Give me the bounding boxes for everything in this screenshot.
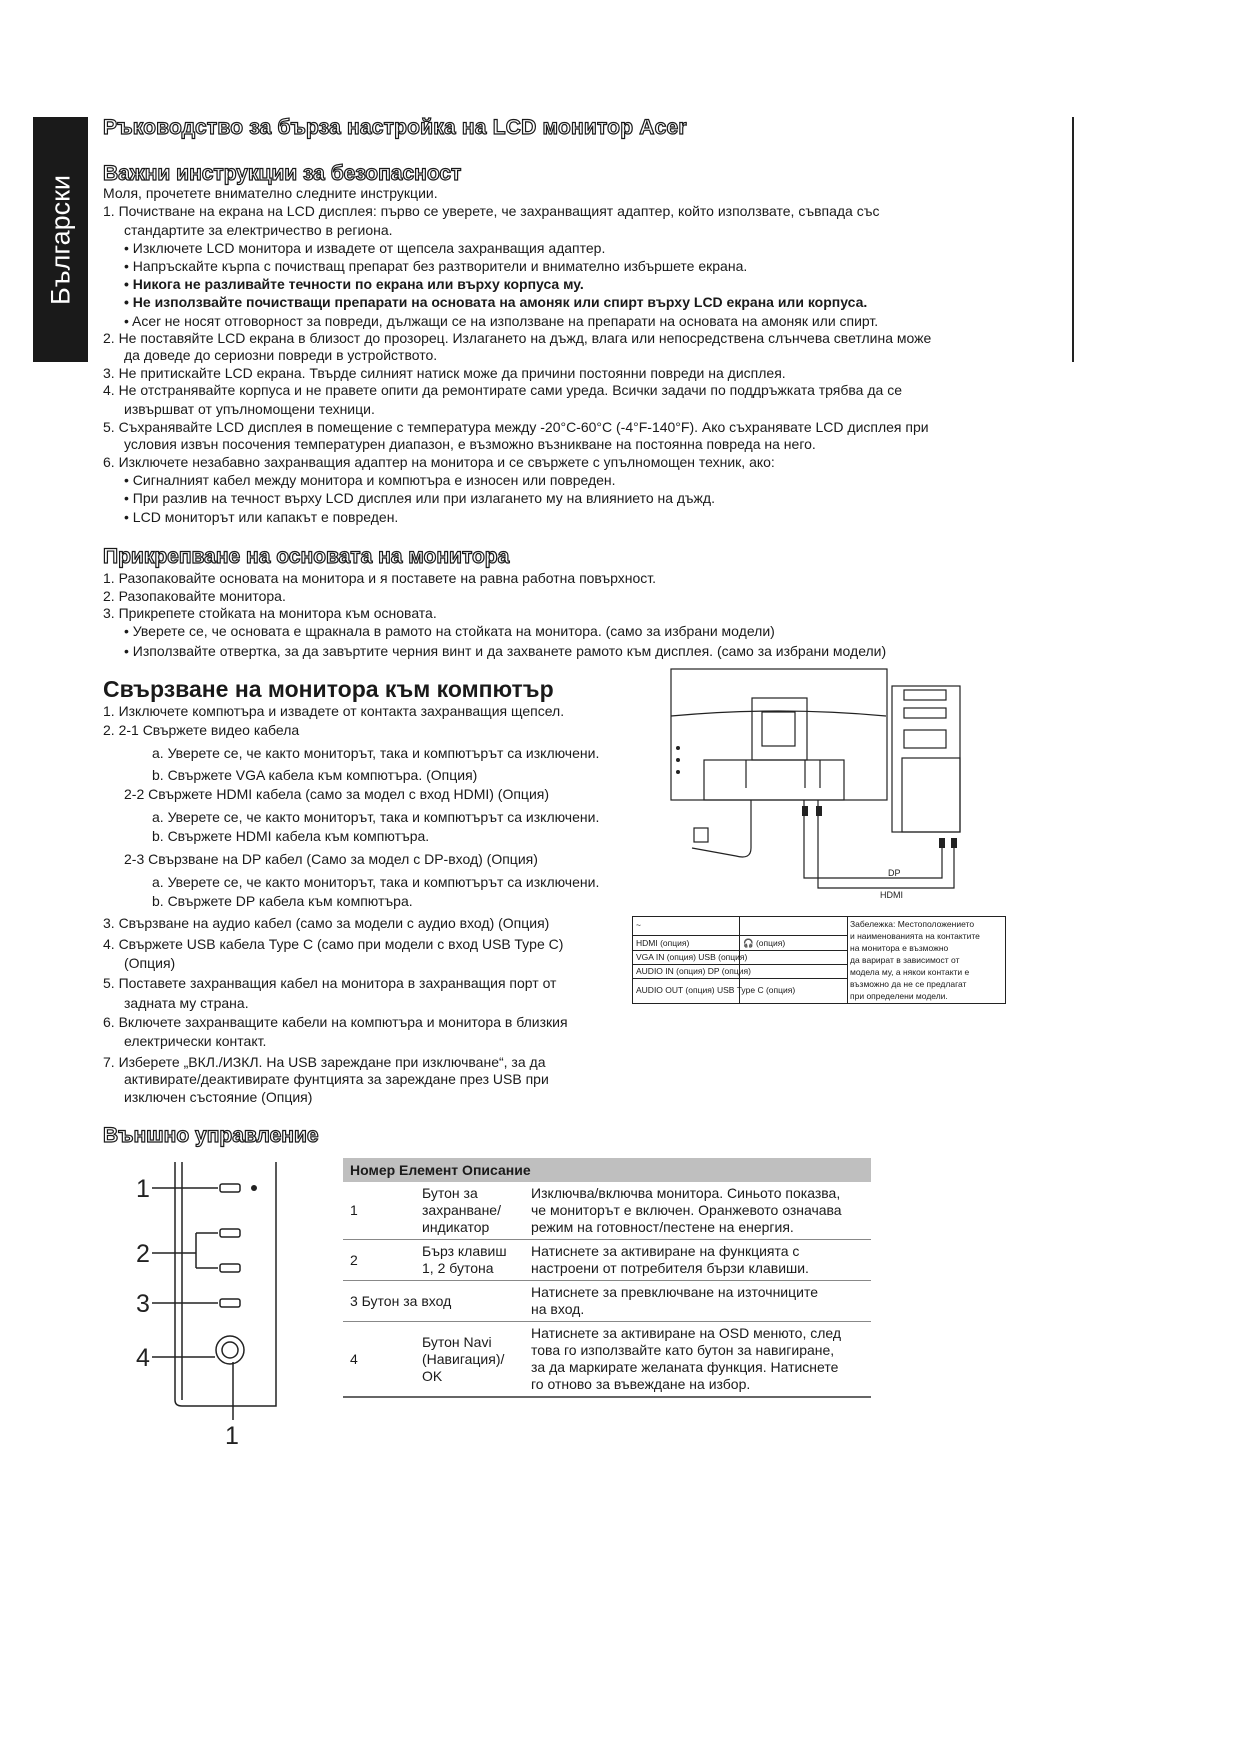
safety-line: Моля, прочетете внимателно следните инструкции. [103, 185, 438, 201]
callout-1-bottom: 1 [225, 1422, 239, 1450]
port-panel [704, 760, 844, 800]
element-line: захранване/ [422, 1202, 501, 1218]
base-line: • Използвайте отвертка, за да завъртите черния винт и да захванете рамото към дисплея. (само за избрани модели) [124, 643, 887, 659]
callout-2: 2 [136, 1240, 150, 1268]
base-line: 1. Разопаковайте основата на монитора и я поставете на равна работна повърхност. [103, 570, 657, 586]
row-description [524, 1240, 871, 1281]
port-cell: 🎧 (опция) [743, 938, 786, 948]
pc-side-panel [902, 758, 960, 832]
base-line: 3. Прикрепете стойката на монитора към основата. [103, 605, 437, 621]
navi-button-outer [216, 1336, 244, 1364]
safety-line: • При разлив на течност върху LCD дисплея или при излагането му на влиянието на дъжд. [124, 490, 715, 506]
port-note: възможно да не се предлагат [850, 979, 967, 989]
desc-line: го отново за въвеждане на избор. [531, 1376, 751, 1392]
base-line: 2. Разопаковайте монитора. [103, 588, 286, 604]
dp-cable [804, 800, 942, 878]
control-table-header: Номер Елемент Описание [343, 1158, 871, 1182]
port-cell: AUDIO IN (опция) DP (опция) [636, 966, 751, 976]
port-note: да варират в зависимост от [850, 955, 960, 965]
connect-heading: Свързване на монитора към компютър [103, 676, 554, 702]
row-number: 4 [343, 1322, 415, 1398]
base-line: • Уверете се, че основата е щракнала в рамото на стойката на монитора. (само за избрани модели) [124, 623, 775, 639]
connect-line: (Опция) [124, 955, 176, 971]
hdmi-cable [818, 800, 954, 888]
desc-line: за да маркирате желаната функция. Натиснете [531, 1359, 839, 1375]
row-number: 1 [343, 1182, 415, 1240]
safety-line: стандартите за електричество в региона. [124, 222, 393, 238]
language-tab-label: Български [45, 174, 75, 305]
indicator-dot [676, 770, 680, 774]
connect-line: b. Свържете VGA кабела към компютъра. (Опция) [152, 767, 478, 783]
language-tab [33, 117, 88, 362]
hotkey1-button-shape [220, 1229, 240, 1237]
navi-button-inner [222, 1342, 238, 1358]
port-note: модела му, а някои контакти е [850, 967, 970, 977]
row-element [415, 1240, 524, 1281]
connect-line: b. Свържете DP кабела към компютъра. [152, 893, 413, 909]
row-element [415, 1322, 524, 1398]
page-title: Ръководство за бърза настройка на LCD монитор Acer [103, 116, 687, 139]
hdmi-plug [816, 806, 822, 816]
connect-line: 5. Поставете захранващия кабел на монитора в захранващия порт от [103, 975, 557, 991]
connect-line: активирате/деактивирате фунтцията за зареждане през USB при [124, 1071, 549, 1087]
row-number: 2 [343, 1240, 415, 1281]
connect-line: електрически контакт. [124, 1033, 267, 1049]
connect-line: 6. Включете захранващите кабели на компютъра и монитора в близкия [103, 1014, 568, 1030]
safety-line: 5. Съхранявайте LCD дисплея в помещение с температура между -20°C-60°C (-4°F-140°F). Ако съхранявате LCD дисплея при [103, 419, 929, 435]
safety-line: • Acer не носят отговорност за повреди, дължащи се на използване на препарати на основата на амоняк или спирт. [124, 313, 879, 329]
connect-line: b. Свържете HDMI кабела към компютъра. [152, 828, 430, 844]
connect-line: 3. Свързване на аудио кабел (само за модели с аудио вход) (Опция) [103, 915, 550, 931]
connect-line: 7. Изберете „ВКЛ./ИЗКЛ. На USB зареждане при изключване“, за да [103, 1054, 546, 1070]
desc-line: на вход. [531, 1301, 585, 1317]
connect-line: 2-2 Свържете HDMI кабела (само за модел с вход HDMI) (Опция) [124, 786, 550, 802]
pc-bay-3 [904, 730, 946, 748]
control-buttons-diagram [130, 1160, 280, 1450]
desc-line: Изключва/включва монитора. Синьото показва, [531, 1185, 841, 1201]
external-heading: Външно управление [103, 1124, 319, 1147]
safety-line: • Не използвайте почистващи препарати на основата на амоняк или спирт върху LCD екрана или корпуса. [124, 294, 868, 310]
connect-line: 1. Изключете компютъра и извадете от контакта захранващия щепсел. [103, 703, 565, 719]
stand-arm [752, 698, 807, 760]
power-button-shape [220, 1184, 240, 1192]
safety-line: • Изключете LCD монитора и извадете от щепсела захранващия адаптер. [124, 240, 606, 256]
dp-pc-plug [939, 838, 945, 848]
connect-line: задната му страна. [124, 995, 249, 1011]
row-description [524, 1182, 871, 1240]
control-table-header-row [343, 1158, 871, 1182]
port-cell: HDMI (опция) [636, 938, 690, 948]
table-row [343, 1240, 871, 1281]
port-note: и наименованията на контактите [850, 931, 980, 941]
safety-line: • Напръскайте кърпа с почистващ препарат без разтворители и внимателно избършете екрана. [124, 258, 748, 274]
desc-line: Натиснете за активиране на функцията с [531, 1243, 800, 1259]
row-number: 3 Бутон за вход [343, 1281, 524, 1322]
dp-plug [802, 806, 808, 816]
safety-line: 6. Изключете незабавно захранващия адаптер на монитора и се свържете с упълномощен техник, ако: [103, 454, 775, 470]
connect-line: 2-3 Свързване на DP кабел (Само за модел с DP-вход) (Опция) [124, 851, 538, 867]
pc-bay-1 [904, 690, 946, 700]
connect-line: изключен състояние (Опция) [124, 1089, 313, 1105]
element-line: Бърз клавиш [422, 1243, 507, 1259]
control-table [343, 1158, 871, 1398]
desc-line: режим на готовност/пестене на енергия. [531, 1219, 794, 1235]
power-adapter [694, 828, 708, 842]
element-line: 1, 2 бутона [422, 1260, 494, 1276]
port-cell: VGA IN (опция) USB (опция) [636, 952, 748, 962]
table-row [343, 1281, 871, 1322]
port-note: Забележка: Местоположението [850, 919, 975, 929]
port-legend-table [632, 916, 1006, 1004]
connect-line: 2. 2-1 Свържете видео кабела [103, 722, 300, 738]
port-note: при определени модели. [850, 991, 948, 1001]
connect-line: a. Уверете се, че както мониторът, така и компютърът са изключени. [152, 874, 600, 890]
row-description [524, 1322, 871, 1398]
element-line: OK [422, 1367, 443, 1384]
safety-heading: Важни инструкции за безопасност [103, 162, 462, 185]
stand-mount [762, 712, 795, 746]
hdmi-label: HDMI [880, 890, 903, 900]
margin-rule [1072, 117, 1074, 362]
element-line: (Навигация)/ [422, 1350, 505, 1367]
table-row [343, 1182, 871, 1240]
element-line: индикатор [422, 1219, 490, 1235]
safety-line: условия извън посочения температурен диапазон, е възможно възникване на постоянна повреда на него. [124, 436, 816, 452]
row-description [524, 1281, 871, 1322]
bezel-outline [175, 1162, 276, 1406]
safety-line: • Никога не разливайте течности по екрана или върху корпуса му. [124, 276, 584, 292]
indicator-dot [676, 758, 680, 762]
safety-line: 1. Почистване на екрана на LCD дисплея: първо се уверете, че захранващият адаптер, който използвате, съвпада със [103, 203, 880, 219]
row-element [415, 1182, 524, 1240]
desc-line: Натиснете за активиране на OSD менюто, след [531, 1325, 842, 1341]
element-line: Бутон за [422, 1185, 478, 1201]
safety-line: 2. Не поставяйте LCD екрана в близост до прозорец. Излагането на дъжд, влага или непосредствена слънчева светлина може [103, 330, 932, 346]
desc-line: настроени от потребителя бързи клавиши. [531, 1260, 809, 1276]
power-led [251, 1185, 257, 1191]
hotkey2-button-shape [220, 1264, 240, 1272]
safety-line: • LCD мониторът или капакът е повреден. [124, 509, 399, 525]
table-row [343, 1322, 871, 1398]
callout-4: 4 [136, 1344, 150, 1372]
desc-line: Натиснете за превключване на източниците [531, 1284, 819, 1300]
pc-bay-2 [904, 708, 946, 718]
element-line: Бутон Navi [422, 1333, 492, 1350]
callout-3: 3 [136, 1290, 150, 1318]
callout-1: 1 [136, 1175, 150, 1203]
safety-line: 4. Не отстранявайте корпуса и не правете опити да ремонтирате сами уреда. Всички задачи по поддръжката трябва да се [103, 382, 902, 398]
desc-line: че мониторът е включен. Оранжевото означава [531, 1202, 842, 1218]
indicator-dot [676, 746, 680, 750]
leader-line-2 [152, 1233, 218, 1268]
connection-diagram [670, 668, 1000, 908]
connect-line: a. Уверете се, че както мониторът, така и компютърът са изключени. [152, 809, 600, 825]
desc-line: това го използвайте като бутон за навигиране, [531, 1342, 835, 1358]
hdmi-pc-plug [951, 838, 957, 848]
dp-label: DP [888, 868, 901, 878]
connect-line: 4. Свържете USB кабела Type C (само при модели с вход USB Type C) [103, 936, 564, 952]
port-cell: ~ [636, 920, 641, 930]
safety-line: извършват от упълномощени техници. [124, 401, 375, 417]
safety-line: да доведе до сериозни повреди в устройството. [124, 347, 438, 363]
connect-line: a. Уверете се, че както мониторът, така и компютърът са изключени. [152, 745, 600, 761]
safety-line: 3. Не притискайте LCD екрана. Твърде силният натиск може да причини постоянни повреди на дисплея. [103, 365, 786, 381]
port-note: на монитора е възможно [850, 943, 949, 953]
base-heading: Прикрепване на основата на монитора [103, 545, 510, 568]
safety-line: • Сигналният кабел между монитора и компютъра е износен или повреден. [124, 472, 616, 488]
input-button-shape [220, 1299, 240, 1307]
port-cell: AUDIO OUT (опция) USB Type C (опция) [636, 985, 796, 995]
